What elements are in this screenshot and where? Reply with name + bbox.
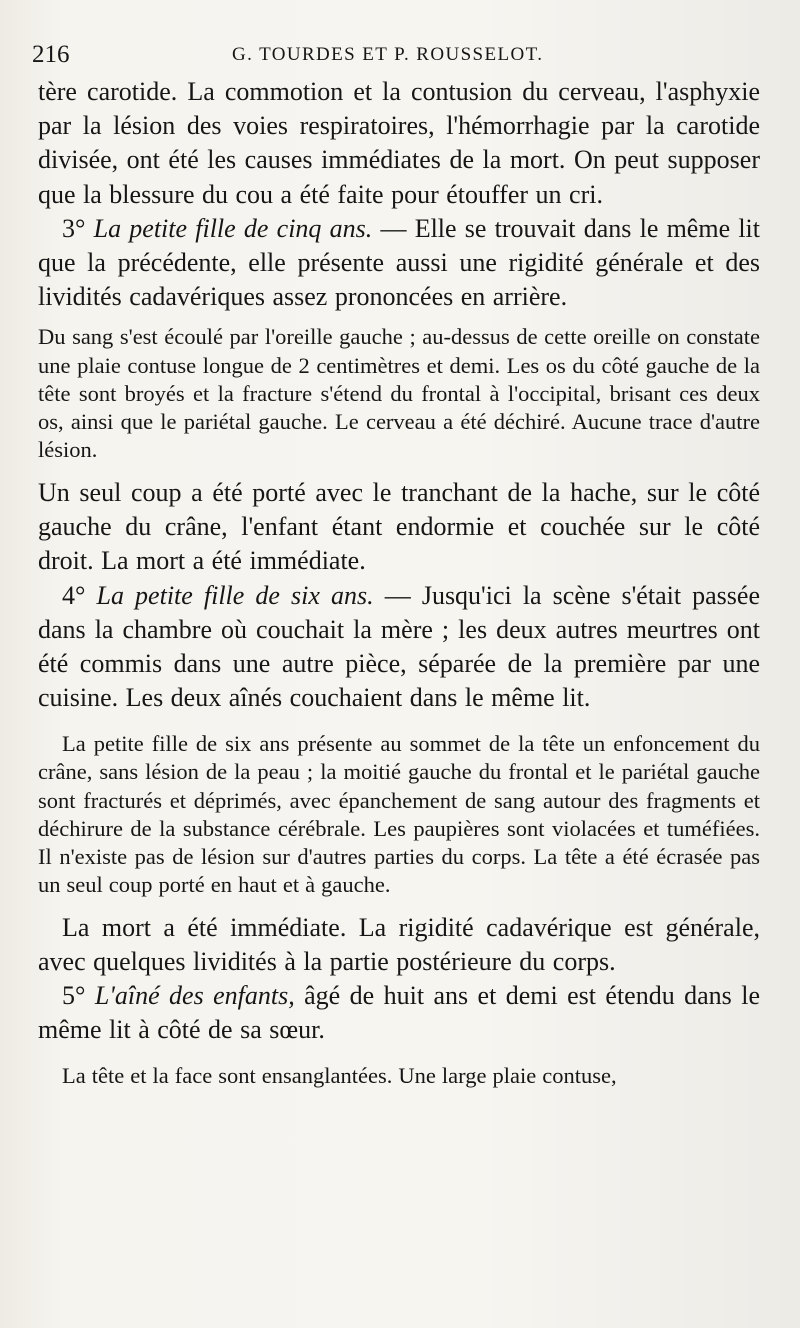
- paragraph-examination-small: Du sang s'est écoulé par l'oreille gauche ; au-dessus de cette oreille on constate une plaie contuse longue de 2 centimètres et demi. Les os du côté gauche de la tête sont broyés et la fracture s'étend du frontal à l'occipital, brisant ces deux os, ainsi que le pariétal gauche. Le cerveau a été déchiré. Aucune trace d'autre lésion.: [38, 324, 760, 462]
- section-text: âgé de huit ans et demi est étendu dans le même lit à côté de sa sœur.: [38, 981, 760, 1045]
- paragraph-six-ans-examination: La petite fille de six ans présente au sommet de la tête un enfoncement du crâne, sans lésion de la peau ; la moitié gauche du frontal et le pariétal gauche sont fracturés et déprimés, avec épanchement de sang autour des fragments et déchirure de la substance cérébrale. Les paupières sont violacées et tuméfiées. Il n'existe pas de lésion sur d'autres parties du corps. La tête a été écrasée pas un seul coup porté en haut et à gauche.: [38, 731, 760, 897]
- paragraph-single-blow: Un seul coup a été porté avec le tranchant de la hache, sur le côté gauche du crâne, l'enfant étant endormie et couchée sur le côté droit. La mort a été immédiate.: [38, 477, 760, 576]
- paragraph-immediate-death: La mort a été immédiate. La rigidité cadavérique est générale, avec quelques lividités à la partie postérieure du corps.: [38, 912, 760, 977]
- paragraph-conclusion: tère carotide. La commotion et la contusion du cerveau, l'asphyxie par la lésion des voies respiratoires, l'hémorrhagie par la carotide divisée, ont été les causes immédiates de la mort. On peut supposer que la blessure du cou a été faite pour étouffer un cri.: [38, 77, 760, 209]
- section-number: 5°: [62, 981, 95, 1011]
- paragraph-third-victim: [38, 212, 760, 315]
- section-number: 4°: [62, 580, 97, 610]
- paragraph-head-face: La tête et la face sont ensanglantées. Une large plaie contuse,: [62, 1062, 617, 1088]
- page-body: [38, 75, 760, 1090]
- paragraph-fourth-victim: [38, 579, 760, 716]
- page-header: [30, 38, 760, 72]
- section-text: — Jusqu'ici la scène s'était passée dans la chambre où couchait la mère ; les deux autres meurtres ont été commis dans une autre pièce, séparée de la première par une cuisine. Les deux aînés couchaient dans le même lit.: [38, 580, 760, 713]
- section-title-aine: L'aîné des enfants,: [94, 981, 295, 1011]
- page-number: 216: [32, 41, 70, 68]
- section-number: 3°: [62, 213, 94, 243]
- section-text: — Elle se trouvait dans le même lit que la précédente, elle présente aussi une rigidité générale et des lividités cadavériques assez prononcées en arrière.: [38, 213, 760, 312]
- section-title-six-ans: La petite fille de six ans.: [96, 580, 374, 610]
- section-title-cinq-ans: La petite fille de cinq ans.: [93, 213, 373, 243]
- paragraph-fifth-victim: [38, 979, 760, 1047]
- running-head: G. TOURDES ET P. ROUSSELOT.: [232, 44, 544, 65]
